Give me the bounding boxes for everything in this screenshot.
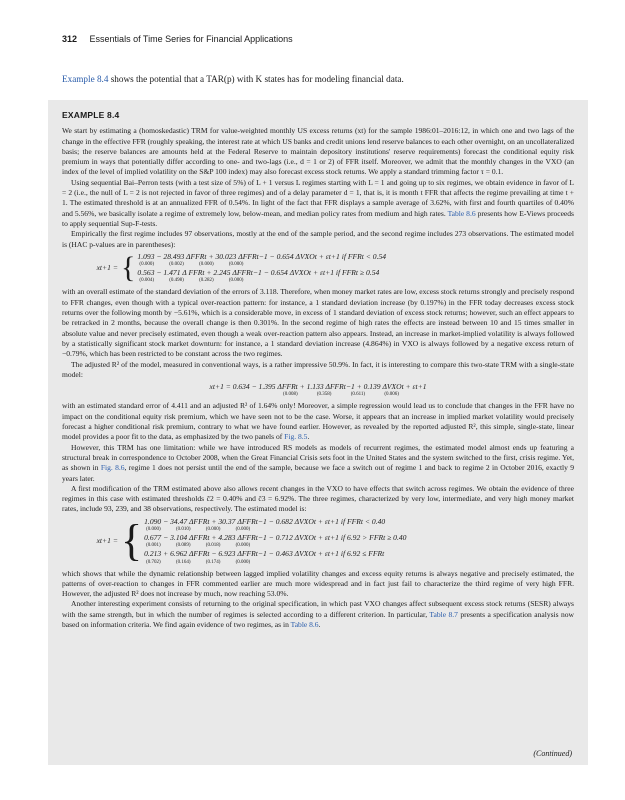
intro-text: shows the potential that a TAR(p) with K states has for modeling financial data. — [108, 74, 404, 84]
p-values: (0.000) (0.010) (0.000) (0.000) — [146, 526, 251, 532]
running-header — [62, 34, 585, 44]
paragraph-7 — [62, 443, 574, 484]
brace: { — [121, 251, 136, 285]
paragraph-6-text: with an estimated standard error of 4.411 and an adjusted R² of 1.64% only! Moreover, a simple regression would lead us to conclude that changes in the FFR have no impact on the conditional equity risk premium, which we have seen not to be the case. Worse, it appears that an increase in implied market volatility would precisely forecast a higher conditional risk premium, contrary to what we have found earlier. However, as revealed by the reported adjusted R², this simple, single-state, linear model provides a poor fit to the data, as emphasized by the two panels of — [62, 401, 574, 442]
equation-lhs: xt+1 = — [96, 263, 118, 272]
table-link[interactable]: Table 8.7 — [429, 609, 458, 619]
equation-three-regime — [62, 517, 574, 566]
equation-case — [137, 268, 386, 284]
paragraph-2-end: presents how E-Views proceeds to apply sequential Sup-F-tests. — [62, 208, 574, 228]
paragraph-7-text: However, this TRM has one limitation: while we have introduced RS models as models of recurrent regimes, the estimated model almost ends up featuring a structural break in correspondence to October 2008, when the Great Financial Crisis sets foot in the United States and the system switched to the first, crisis regime. Yet, as shown in — [62, 442, 574, 473]
paragraph-8: A first modification of the TRM estimated above also allows recent changes in the VXO to have effects that switch across regimes. We obtain the evidence of three regimes in this case with estimated thresholds ĉ2 = 0.40% and ĉ3 = 6.92%. The three regimes, characterized by very low, intermediate, and very high money market rates, include 93, 239, and 38 observations, respectively. The estimated model is: — [62, 483, 574, 514]
continued-label: (Continued) — [533, 748, 572, 758]
brace: { — [121, 516, 143, 566]
p-values: (0.001) (0.089) (0.018) (0.000) — [146, 543, 251, 549]
figure-link[interactable]: Fig. 8.6 — [100, 463, 125, 473]
paragraph-4: with an overall estimate of the standard deviation of the errors of 3.118. Therefore, when money market rates are low, excess stock returns strongly and precisely respond to FFR changes, even though with a typical over-reaction pattern: for instance, a 1 standard deviation increase (by 0.197%) in the FFR today decreases excess stock returns over the following month by −5.61%, which is a considerable move, in excess of 1 standard deviation of excess stock returns; however, such an effect appears to be retracked in 2 months, because the overall change is then 0.301%. In the second regime of high rates the effects are instead between 10 and 15 times smaller in absolute value and never precisely estimated, even though a weak over-reaction pattern also appears. Instead, an increase in market-implied volatility is always followed by a statistically significant stock market downturn: for instance, a 1 standard deviation increase (4.864%) in VXO is always followed by a negative excess return of −0.79%, which has been restricted to be constant across the two regimes. — [62, 287, 574, 359]
equation-two-regime — [62, 252, 574, 285]
equation-lhs: xt+1 = — [96, 535, 118, 545]
equation-line: 0.213 + 6.962 ΔFFRt − 6.923 ΔFFRt−1 − 0.463 ΔVXOt + εt+1 if 6.92 ≤ FFRt — [144, 549, 385, 559]
equation-line: xt+1 = 0.634 − 1.395 ΔFFRt + 1.133 ΔFFRt−1 + 0.139 ΔVXOt + εt+1 — [209, 382, 427, 392]
paragraph-6 — [62, 401, 574, 442]
equation-single-state — [62, 382, 574, 398]
intro-sentence — [62, 74, 585, 84]
paragraph-10 — [62, 599, 574, 630]
paragraph-10-text: Another interesting experiment consists of returning to the original specification, in which past VXO changes affect subsequent excess stock returns (SESR) always with the same strength, but in which the number of regimes is selected according to a different criterion. In particular, — [62, 599, 574, 619]
p-values: (0.702) (0.164) (0.174) (0.000) — [146, 559, 251, 565]
page-number: 312 — [62, 34, 78, 44]
table-link[interactable]: Table 8.6 — [290, 620, 319, 630]
equation-line: 0.677 − 3.104 ΔFFRt + 4.283 ΔFFRt−1 − 0.712 ΔVXOt + εt+1 if 6.92 > FFRt ≥ 0.40 — [144, 532, 407, 542]
paragraph-7-end: , regime 1 does not persist until the end of the sample, because we face a switch out of regime 1 and back to regime 2 in October 2016, exactly 9 years later. — [62, 463, 574, 483]
equation-case — [144, 549, 406, 565]
figure-link[interactable]: Fig. 8.5 — [284, 432, 308, 442]
equation-line: 1.090 − 34.47 ΔFFRt + 30.37 ΔFFRt−1 − 0.682 ΔVXOt + εt+1 if FFRt < 0.40 — [144, 516, 386, 526]
paragraph-9: which shows that while the dynamic relationship between lagged implied volatility changes and excess equity returns is always negative and precisely estimated, the patterns of over-reaction to changes in FFR commented earlier are much more widespread and in fact just fail to characterize the third regime of very high FFR. However, the adjusted R² does not increase by much, now reaching 53.0%. — [62, 568, 574, 599]
p-values: (0.004) (0.498) (0.282) (0.000) — [139, 278, 244, 284]
example-heading: EXAMPLE 8.4 — [62, 110, 120, 120]
running-title: Essentials of Time Series for Financial Applications — [89, 34, 293, 44]
paragraph-5: The adjusted R² of the model, measured in conventional ways, is a rather impressive 50.9%. In fact, it is interesting to compare this two-state TRM with a single-state model: — [62, 359, 574, 379]
equation-case — [144, 533, 406, 549]
paragraph-2-text: Using sequential Bai–Perron tests (with a test size of 5%) of L + 1 versus L regimes starting with L = 1 and going up to six regimes, we obtain evidence in favor of L = 2 (i.e., the null of L = 2 is not rejected in favor of three regimes) and of a delay parameter d = 1, that is, it is month t FFR that affects the regime prevailing at time t + 1. The estimated threshold is at an annualized FFR of 0.54%. In light of the fact that FFR displays a sample average of 3.62%, with first and fourth quartiles of 0.40% and 5.56%, we basically isolate a regime of extremely low, below-mean, and median policy rates from medium and high rates. — [62, 177, 574, 218]
paragraph-10-mid: presents a specification analysis now based on information criteria. We find again evidence of two regimes, as in — [62, 609, 574, 630]
paragraph-2 — [62, 178, 574, 229]
table-link[interactable]: Table 8.6 — [447, 208, 476, 218]
equation-case — [137, 252, 386, 268]
equation-case — [144, 517, 406, 533]
equation-line: 0.563 − 1.471 Δ FFRt + 2.245 ΔFFRt−1 − 0.654 ΔVXOt + εt+1 if FFRt ≥ 0.54 — [137, 268, 380, 278]
example-link[interactable]: Example 8.4 — [62, 74, 109, 84]
p-values: (0.008) (0.358) (0.611) (0.006) — [283, 392, 399, 398]
equation-line: 1.093 − 28.493 ΔFFRt + 30.023 ΔFFRt−1 − 0.654 ΔVXOt + εt+1 if FFRt < 0.54 — [137, 251, 387, 261]
p-values: (0.000) (0.002) (0.000) (0.000) — [139, 262, 244, 268]
example-box — [48, 100, 588, 765]
paragraph-1: We start by estimating a (homoskedastic) TRM for value-weighted monthly US excess returns (xt) for the sample 1986:01–2016:12, in which one and two lags of the change in the effective FFR (roughly speaking, the interest rate at which US banks and credit unions lend reserve balances to each other overnight, on an uncollateralized basis; the reserve balances are amounts held at the Federal Reserve to maintain depository institutions' reserve requirements) forecast the conditional equity risk premium in ways that potentially differ according to one- and two-lags (i.e., d = 1 or 2) of FFR itself. Moreover, we admit that the monthly changes in the VXO (an index of the level of implied volatility on the S&P 100 index) may also forecast excess stock returns. We apply a standard trimming factor τ = 0.1. — [62, 126, 574, 177]
paragraph-6-end: . — [307, 432, 310, 442]
paragraph-10-end: . — [318, 620, 321, 630]
paragraph-3: Empirically the first regime includes 97 observations, mostly at the end of the sample period, and the second regime includes 273 observations. The estimated model is (HAC p-values are in parentheses): — [62, 229, 574, 249]
